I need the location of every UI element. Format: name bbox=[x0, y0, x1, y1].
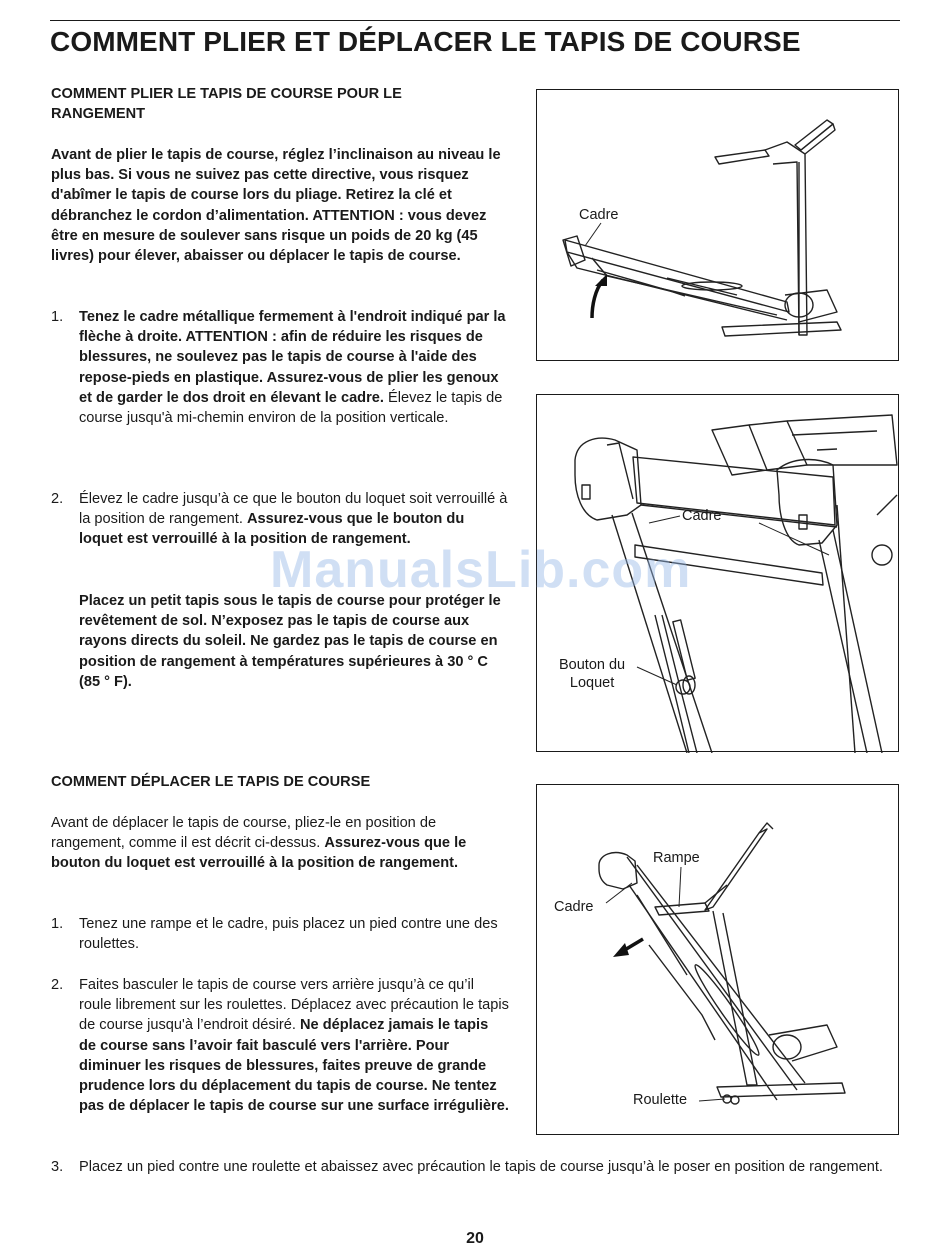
step-text: Placez un pied contre une roulette et abaissez avec précaution le tapis de course jusqu’à le poser en position de rangement. bbox=[79, 1159, 883, 1175]
figure-fold-lift bbox=[536, 89, 899, 361]
step-bold-text: Assurez-vous que le bouton du loquet est verrouillé à la position de rangement. bbox=[79, 511, 465, 548]
label-cadre: Cadre bbox=[554, 899, 594, 915]
step-text bbox=[79, 975, 509, 1116]
step-text bbox=[79, 307, 509, 428]
page-number: 20 bbox=[466, 1230, 484, 1247]
watermark: ManualsLib.com bbox=[270, 541, 692, 599]
step-number: 2. bbox=[51, 977, 64, 993]
intro-normal-text: Avant de déplacer le tapis de course, pliez-le en position de rangement, comme il est décrit ci-dessus. bbox=[51, 815, 437, 852]
label-rampe: Rampe bbox=[653, 850, 700, 866]
step-number: 3. bbox=[51, 1159, 64, 1175]
step-number: 1. bbox=[51, 309, 64, 325]
step-normal-text: Élevez le tapis de course jusqu'à mi-chemin environ de la position verticale. bbox=[79, 389, 503, 427]
header-rule bbox=[50, 20, 900, 21]
step-number: 1. bbox=[51, 916, 64, 932]
label-cadre: Cadre bbox=[579, 207, 619, 223]
move-intro bbox=[51, 813, 506, 874]
step-bold-text: Tenez le cadre métallique fermement à l'endroit indiqué par la flèche à droite. ATTENTION : afin de réduire les risques de blessures, ne soulevez pas le tapis de course à l'aide des repose-pieds en plastique. Assurez-vous de plier les genoux et de garder le dos droit en élevant le cadre. bbox=[79, 309, 506, 406]
page-title: COMMENT PLIER ET DÉPLACER LE TAPIS DE COURSE bbox=[50, 26, 801, 57]
treadmill-move-illustration bbox=[537, 785, 900, 1136]
section-heading-fold: COMMENT PLIER LE TAPIS DE COURSE POUR LE RANGEMENT bbox=[51, 86, 402, 123]
step-number: 2. bbox=[51, 491, 64, 507]
intro-bold-text: Assurez-vous que le bouton du loquet est verrouillé à la position de rangement. bbox=[51, 835, 467, 872]
step-normal-text: Faites basculer le tapis de course vers arrière jusqu’à ce qu’il roule librement sur les roulettes. Déplacez avec précaution le tapis de course jusqu'à l’endroit désiré. bbox=[79, 977, 509, 1034]
treadmill-lift-illustration bbox=[537, 90, 900, 362]
label-roulette: Roulette bbox=[633, 1092, 688, 1108]
fold-intro: Avant de plier le tapis de course, réglez l’inclinaison au niveau le plus bas. Si vous ne suivez pas cette directive, vous risquez d'abîmer le tapis de course lors du pliage. Retirez la clé et débranchez le cordon d’alimentation. ATTENTION : vous devez être en mesure de soulever sans risque un poids de 20 kg (45 livres) pour élever, abaisser ou déplacer le tapis de course. bbox=[51, 147, 501, 265]
label-bouton-du-loquet: Bouton du Loquet bbox=[559, 657, 626, 691]
section-heading-move: COMMENT DÉPLACER LE TAPIS DE COURSE bbox=[51, 774, 371, 790]
step-bold-text: Ne déplacez jamais le tapis de course sans l’avoir fait basculé vers l'arrière. Pour diminuer les risques de blessures, faites preuve de grande prudence lors du déplacement du tapis de course. Ne tentez pas de déplacer le tapis de course sur une surface irrégulière. bbox=[79, 1017, 509, 1115]
figure-move bbox=[536, 784, 899, 1135]
step-normal-text: Élevez le cadre jusqu’à ce que le bouton du loquet soit verrouillé à la position de rangement. bbox=[79, 491, 508, 528]
label-cadre: Cadre bbox=[682, 508, 722, 524]
storage-note: Placez un petit tapis sous le tapis de course pour protéger le revêtement de sol. N’exposez pas le tapis de course aux rayons directs du soleil. Ne gardez pas le tapis de course en position de rangement à températures supérieures à 30 ° C (85 ° F). bbox=[79, 593, 501, 690]
step-text: Tenez une rampe et le cadre, puis placez un pied contre une des roulettes. bbox=[79, 916, 498, 953]
